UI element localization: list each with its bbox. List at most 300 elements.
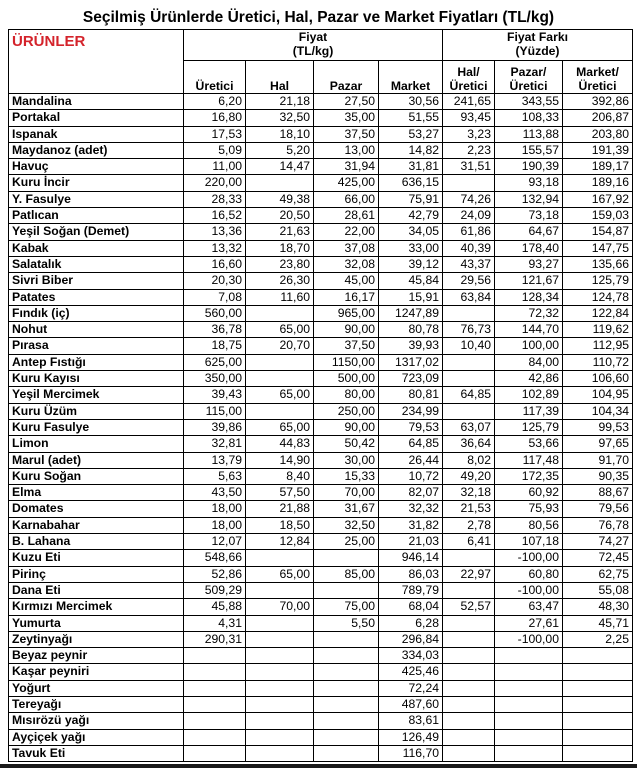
pazar-uretici-diff: 60,92 — [495, 485, 563, 501]
product-name: Kuru Kayısı — [9, 371, 184, 387]
pazar-uretici-diff: 72,32 — [495, 305, 563, 321]
hal-price — [246, 550, 314, 566]
hal-uretici-diff: 74,26 — [443, 191, 495, 207]
hal-price: 21,88 — [246, 501, 314, 517]
market-price: 51,55 — [379, 110, 443, 126]
market-uretici-diff: 91,70 — [563, 452, 633, 468]
uretici-price: 220,00 — [184, 175, 246, 191]
hal-uretici-diff: 10,40 — [443, 338, 495, 354]
hal-price: 21,18 — [246, 94, 314, 110]
hal-uretici-diff: 63,84 — [443, 289, 495, 305]
market-uretici-diff: 124,78 — [563, 289, 633, 305]
col-header-market-uretici — [563, 61, 633, 94]
product-name: Kuzu Eti — [9, 550, 184, 566]
pazar-uretici-diff: 144,70 — [495, 322, 563, 338]
uretici-price: 32,81 — [184, 436, 246, 452]
market-price: 10,72 — [379, 468, 443, 484]
pazar-uretici-diff: 100,00 — [495, 338, 563, 354]
products-header: ÜRÜNLER — [9, 30, 184, 94]
uretici-price: 17,53 — [184, 126, 246, 142]
uretici-price — [184, 713, 246, 729]
hal-uretici-diff — [443, 354, 495, 370]
product-name: Yeşil Mercimek — [9, 387, 184, 403]
uretici-price: 13,79 — [184, 452, 246, 468]
pazar-price — [314, 631, 379, 647]
market-uretici-diff: 189,17 — [563, 159, 633, 175]
pazar-price — [314, 713, 379, 729]
hal-uretici-diff — [443, 582, 495, 598]
market-price: 39,12 — [379, 256, 443, 272]
pazar-uretici-diff: 155,57 — [495, 142, 563, 158]
product-name: Domates — [9, 501, 184, 517]
market-price: 45,84 — [379, 273, 443, 289]
hal-price: 26,30 — [246, 273, 314, 289]
price-group-unit: (TL/kg) — [292, 44, 334, 58]
col-header-market-uretici-line1: Market/ — [576, 65, 619, 79]
market-uretici-diff: 62,75 — [563, 566, 633, 582]
hal-price — [246, 354, 314, 370]
uretici-price: 115,00 — [184, 403, 246, 419]
table-row — [9, 354, 633, 370]
pazar-price: 37,50 — [314, 126, 379, 142]
pazar-price: 31,94 — [314, 159, 379, 175]
product-name: Ispanak — [9, 126, 184, 142]
product-name: Antep Fıstığı — [9, 354, 184, 370]
uretici-price: 5,09 — [184, 142, 246, 158]
hal-uretici-diff — [443, 745, 495, 761]
hal-price: 8,40 — [246, 468, 314, 484]
hal-uretici-diff — [443, 305, 495, 321]
pazar-uretici-diff: 125,79 — [495, 419, 563, 435]
product-name: Karnabahar — [9, 517, 184, 533]
market-uretici-diff: 110,72 — [563, 354, 633, 370]
table-row — [9, 615, 633, 631]
pazar-price — [314, 648, 379, 664]
uretici-price — [184, 664, 246, 680]
market-price: 946,14 — [379, 550, 443, 566]
pazar-price: 90,00 — [314, 419, 379, 435]
pazar-price: 85,00 — [314, 566, 379, 582]
market-price: 79,53 — [379, 419, 443, 435]
pazar-uretici-diff: 84,00 — [495, 354, 563, 370]
uretici-price: 18,00 — [184, 501, 246, 517]
market-uretici-diff — [563, 745, 633, 761]
product-name: Ayçiçek yağı — [9, 729, 184, 745]
uretici-price: 43,50 — [184, 485, 246, 501]
table-row — [9, 452, 633, 468]
header-row-groups — [9, 30, 633, 61]
hal-uretici-diff — [443, 175, 495, 191]
hal-uretici-diff: 52,57 — [443, 599, 495, 615]
hal-price: 65,00 — [246, 322, 314, 338]
pazar-uretici-diff: -100,00 — [495, 582, 563, 598]
pazar-price: 1150,00 — [314, 354, 379, 370]
market-price: 126,49 — [379, 729, 443, 745]
hal-uretici-diff: 22,97 — [443, 566, 495, 582]
pazar-uretici-diff: 53,66 — [495, 436, 563, 452]
product-name: Tavuk Eti — [9, 745, 184, 761]
product-name: Sivri Biber — [9, 273, 184, 289]
uretici-price: 20,30 — [184, 273, 246, 289]
pazar-uretici-diff — [495, 729, 563, 745]
hal-price — [246, 680, 314, 696]
uretici-price: 16,80 — [184, 110, 246, 126]
market-price: 1317,02 — [379, 354, 443, 370]
market-uretici-diff: 154,87 — [563, 224, 633, 240]
pazar-price: 250,00 — [314, 403, 379, 419]
hal-price: 65,00 — [246, 387, 314, 403]
product-name: Zeytinyağı — [9, 631, 184, 647]
pazar-uretici-diff — [495, 648, 563, 664]
hal-uretici-diff: 31,51 — [443, 159, 495, 175]
table-row — [9, 419, 633, 435]
pazar-uretici-diff: 60,80 — [495, 566, 563, 582]
table-row — [9, 142, 633, 158]
pazar-price — [314, 696, 379, 712]
table-row — [9, 534, 633, 550]
uretici-price — [184, 745, 246, 761]
col-header-pazar-uretici-line1: Pazar/ — [510, 65, 547, 79]
pazar-uretici-diff: 102,89 — [495, 387, 563, 403]
table-row — [9, 305, 633, 321]
pazar-uretici-diff: 132,94 — [495, 191, 563, 207]
market-uretici-diff: 74,27 — [563, 534, 633, 550]
pazar-price: 30,00 — [314, 452, 379, 468]
market-uretici-diff: 2,25 — [563, 631, 633, 647]
bottom-edge-bar — [0, 764, 637, 768]
uretici-price: 28,33 — [184, 191, 246, 207]
market-uretici-diff: 104,95 — [563, 387, 633, 403]
market-price: 723,09 — [379, 371, 443, 387]
product-name: Beyaz peynir — [9, 648, 184, 664]
pazar-price: 27,50 — [314, 94, 379, 110]
hal-uretici-diff — [443, 729, 495, 745]
pazar-uretici-diff: 93,18 — [495, 175, 563, 191]
pazar-price: 31,67 — [314, 501, 379, 517]
market-price: 14,82 — [379, 142, 443, 158]
market-price: 334,03 — [379, 648, 443, 664]
uretici-price — [184, 696, 246, 712]
market-uretici-diff: 99,53 — [563, 419, 633, 435]
table-row — [9, 680, 633, 696]
hal-price: 11,60 — [246, 289, 314, 305]
pazar-price: 425,00 — [314, 175, 379, 191]
table-row — [9, 745, 633, 761]
hal-price: 20,70 — [246, 338, 314, 354]
market-price: 42,79 — [379, 208, 443, 224]
product-name: Kuru Üzüm — [9, 403, 184, 419]
hal-price: 5,20 — [246, 142, 314, 158]
product-name: Limon — [9, 436, 184, 452]
pazar-price: 70,00 — [314, 485, 379, 501]
hal-uretici-diff: 241,65 — [443, 94, 495, 110]
market-uretici-diff: 167,92 — [563, 191, 633, 207]
pazar-price: 28,61 — [314, 208, 379, 224]
table-row — [9, 664, 633, 680]
hal-uretici-diff — [443, 631, 495, 647]
pazar-price — [314, 664, 379, 680]
hal-price: 20,50 — [246, 208, 314, 224]
pazar-price: 16,17 — [314, 289, 379, 305]
product-name: Y. Fasulye — [9, 191, 184, 207]
hal-uretici-diff: 64,85 — [443, 387, 495, 403]
hal-price: 14,47 — [246, 159, 314, 175]
table-row — [9, 273, 633, 289]
table-row — [9, 191, 633, 207]
market-uretici-diff — [563, 664, 633, 680]
col-header-pazar-uretici — [495, 61, 563, 94]
uretici-price: 18,00 — [184, 517, 246, 533]
market-price: 116,70 — [379, 745, 443, 761]
product-name: Yoğurt — [9, 680, 184, 696]
product-name: Elma — [9, 485, 184, 501]
hal-price: 32,50 — [246, 110, 314, 126]
product-name: Mısırözü yağı — [9, 713, 184, 729]
hal-price — [246, 713, 314, 729]
hal-price: 44,83 — [246, 436, 314, 452]
table-row — [9, 550, 633, 566]
hal-price — [246, 305, 314, 321]
pazar-uretici-diff: 64,67 — [495, 224, 563, 240]
col-header-pazar: Pazar — [314, 61, 379, 94]
market-uretici-diff: 191,39 — [563, 142, 633, 158]
market-price: 636,15 — [379, 175, 443, 191]
hal-uretici-diff: 40,39 — [443, 240, 495, 256]
table-row — [9, 94, 633, 110]
uretici-price: 16,60 — [184, 256, 246, 272]
product-name: Marul (adet) — [9, 452, 184, 468]
pazar-price: 25,00 — [314, 534, 379, 550]
table-row — [9, 729, 633, 745]
uretici-price — [184, 729, 246, 745]
uretici-price: 39,43 — [184, 387, 246, 403]
table-row — [9, 599, 633, 615]
table-row — [9, 696, 633, 712]
market-price: 86,03 — [379, 566, 443, 582]
product-name: Kuru Fasulye — [9, 419, 184, 435]
uretici-price: 560,00 — [184, 305, 246, 321]
pazar-price: 37,08 — [314, 240, 379, 256]
product-name: Kabak — [9, 240, 184, 256]
pazar-price: 500,00 — [314, 371, 379, 387]
market-uretici-diff: 72,45 — [563, 550, 633, 566]
col-header-market: Market — [379, 61, 443, 94]
pazar-uretici-diff: 178,40 — [495, 240, 563, 256]
pazar-price — [314, 745, 379, 761]
col-header-hal-uretici — [443, 61, 495, 94]
market-uretici-diff — [563, 680, 633, 696]
hal-price: 23,80 — [246, 256, 314, 272]
pazar-price: 13,00 — [314, 142, 379, 158]
table-row — [9, 224, 633, 240]
pazar-price: 50,42 — [314, 436, 379, 452]
hal-uretici-diff — [443, 371, 495, 387]
price-table — [8, 29, 633, 762]
hal-price — [246, 403, 314, 419]
hal-price — [246, 582, 314, 598]
table-row — [9, 713, 633, 729]
table-row — [9, 517, 633, 533]
hal-price: 12,84 — [246, 534, 314, 550]
table-row — [9, 289, 633, 305]
hal-price — [246, 664, 314, 680]
hal-uretici-diff: 6,41 — [443, 534, 495, 550]
market-price: 68,04 — [379, 599, 443, 615]
pazar-uretici-diff: 63,47 — [495, 599, 563, 615]
market-uretici-diff: 159,03 — [563, 208, 633, 224]
uretici-price: 11,00 — [184, 159, 246, 175]
market-uretici-diff: 392,86 — [563, 94, 633, 110]
market-uretici-diff: 104,34 — [563, 403, 633, 419]
diff-group-header — [443, 30, 633, 61]
table-row — [9, 582, 633, 598]
market-price: 1247,89 — [379, 305, 443, 321]
table-row — [9, 175, 633, 191]
market-uretici-diff — [563, 648, 633, 664]
pazar-price: 15,33 — [314, 468, 379, 484]
table-row — [9, 403, 633, 419]
uretici-price: 548,66 — [184, 550, 246, 566]
market-price: 6,28 — [379, 615, 443, 631]
pazar-uretici-diff — [495, 680, 563, 696]
product-name: Mandalina — [9, 94, 184, 110]
hal-uretici-diff — [443, 696, 495, 712]
hal-uretici-diff — [443, 680, 495, 696]
market-uretici-diff: 76,78 — [563, 517, 633, 533]
market-price: 34,05 — [379, 224, 443, 240]
market-uretici-diff: 45,71 — [563, 615, 633, 631]
product-name: Portakal — [9, 110, 184, 126]
table-row — [9, 110, 633, 126]
price-group-title: Fiyat — [298, 30, 328, 44]
market-uretici-diff — [563, 729, 633, 745]
table-row — [9, 468, 633, 484]
market-uretici-diff: 125,79 — [563, 273, 633, 289]
pazar-uretici-diff: 107,18 — [495, 534, 563, 550]
hal-uretici-diff — [443, 550, 495, 566]
pazar-price — [314, 680, 379, 696]
product-name: Pirinç — [9, 566, 184, 582]
hal-price — [246, 631, 314, 647]
uretici-price: 5,63 — [184, 468, 246, 484]
uretici-price: 625,00 — [184, 354, 246, 370]
uretici-price: 36,78 — [184, 322, 246, 338]
pazar-uretici-diff: 117,39 — [495, 403, 563, 419]
product-name: Fındık (iç) — [9, 305, 184, 321]
table-row — [9, 501, 633, 517]
col-header-market-uretici-line2: Üretici — [578, 79, 617, 93]
hal-uretici-diff: 61,86 — [443, 224, 495, 240]
pazar-uretici-diff: 27,61 — [495, 615, 563, 631]
market-price: 425,46 — [379, 664, 443, 680]
table-row — [9, 631, 633, 647]
market-uretici-diff: 55,08 — [563, 582, 633, 598]
market-uretici-diff: 112,95 — [563, 338, 633, 354]
uretici-price: 45,88 — [184, 599, 246, 615]
pazar-price: 5,50 — [314, 615, 379, 631]
hal-uretici-diff: 8,02 — [443, 452, 495, 468]
market-price: 80,78 — [379, 322, 443, 338]
hal-uretici-diff — [443, 713, 495, 729]
table-row — [9, 240, 633, 256]
hal-uretici-diff: 36,64 — [443, 436, 495, 452]
market-uretici-diff: 135,66 — [563, 256, 633, 272]
market-uretici-diff: 90,35 — [563, 468, 633, 484]
market-uretici-diff: 122,84 — [563, 305, 633, 321]
market-uretici-diff: 88,67 — [563, 485, 633, 501]
pazar-uretici-diff: 172,35 — [495, 468, 563, 484]
hal-price: 18,10 — [246, 126, 314, 142]
hal-price — [246, 729, 314, 745]
market-price: 31,82 — [379, 517, 443, 533]
market-price: 72,24 — [379, 680, 443, 696]
market-price: 31,81 — [379, 159, 443, 175]
product-name: Tereyağı — [9, 696, 184, 712]
hal-uretici-diff: 49,20 — [443, 468, 495, 484]
market-price: 39,93 — [379, 338, 443, 354]
pazar-uretici-diff: 117,48 — [495, 452, 563, 468]
product-name: Pırasa — [9, 338, 184, 354]
hal-uretici-diff — [443, 403, 495, 419]
hal-price: 65,00 — [246, 566, 314, 582]
market-price: 15,91 — [379, 289, 443, 305]
market-price: 26,44 — [379, 452, 443, 468]
col-header-uretici: Üretici — [184, 61, 246, 94]
uretici-price — [184, 648, 246, 664]
uretici-price: 52,86 — [184, 566, 246, 582]
pazar-price: 32,08 — [314, 256, 379, 272]
market-price: 789,79 — [379, 582, 443, 598]
pazar-uretici-diff: 190,39 — [495, 159, 563, 175]
market-uretici-diff: 97,65 — [563, 436, 633, 452]
hal-uretici-diff — [443, 648, 495, 664]
market-uretici-diff: 106,60 — [563, 371, 633, 387]
hal-price — [246, 745, 314, 761]
market-price: 21,03 — [379, 534, 443, 550]
pazar-uretici-diff: 113,88 — [495, 126, 563, 142]
uretici-price: 39,86 — [184, 419, 246, 435]
market-price: 82,07 — [379, 485, 443, 501]
pazar-uretici-diff: 93,27 — [495, 256, 563, 272]
col-header-hal-uretici-line1: Hal/ — [457, 65, 480, 79]
market-price: 64,85 — [379, 436, 443, 452]
hal-uretici-diff: 93,45 — [443, 110, 495, 126]
product-name: Salatalık — [9, 256, 184, 272]
market-price: 53,27 — [379, 126, 443, 142]
table-row — [9, 256, 633, 272]
market-uretici-diff: 147,75 — [563, 240, 633, 256]
market-price: 80,81 — [379, 387, 443, 403]
market-price: 30,56 — [379, 94, 443, 110]
col-header-hal-uretici-line2: Üretici — [449, 79, 488, 93]
col-header-hal: Hal — [246, 61, 314, 94]
pazar-price: 32,50 — [314, 517, 379, 533]
uretici-price: 4,31 — [184, 615, 246, 631]
pazar-uretici-diff: -100,00 — [495, 550, 563, 566]
table-row — [9, 387, 633, 403]
product-name: Patlıcan — [9, 208, 184, 224]
hal-price: 18,50 — [246, 517, 314, 533]
pazar-price: 45,00 — [314, 273, 379, 289]
uretici-price: 290,31 — [184, 631, 246, 647]
product-name: Patates — [9, 289, 184, 305]
market-uretici-diff: 119,62 — [563, 322, 633, 338]
uretici-price: 16,52 — [184, 208, 246, 224]
product-name: Nohut — [9, 322, 184, 338]
table-row — [9, 566, 633, 582]
diff-group-title: Fiyat Farkı — [507, 30, 568, 44]
hal-uretici-diff: 3,23 — [443, 126, 495, 142]
